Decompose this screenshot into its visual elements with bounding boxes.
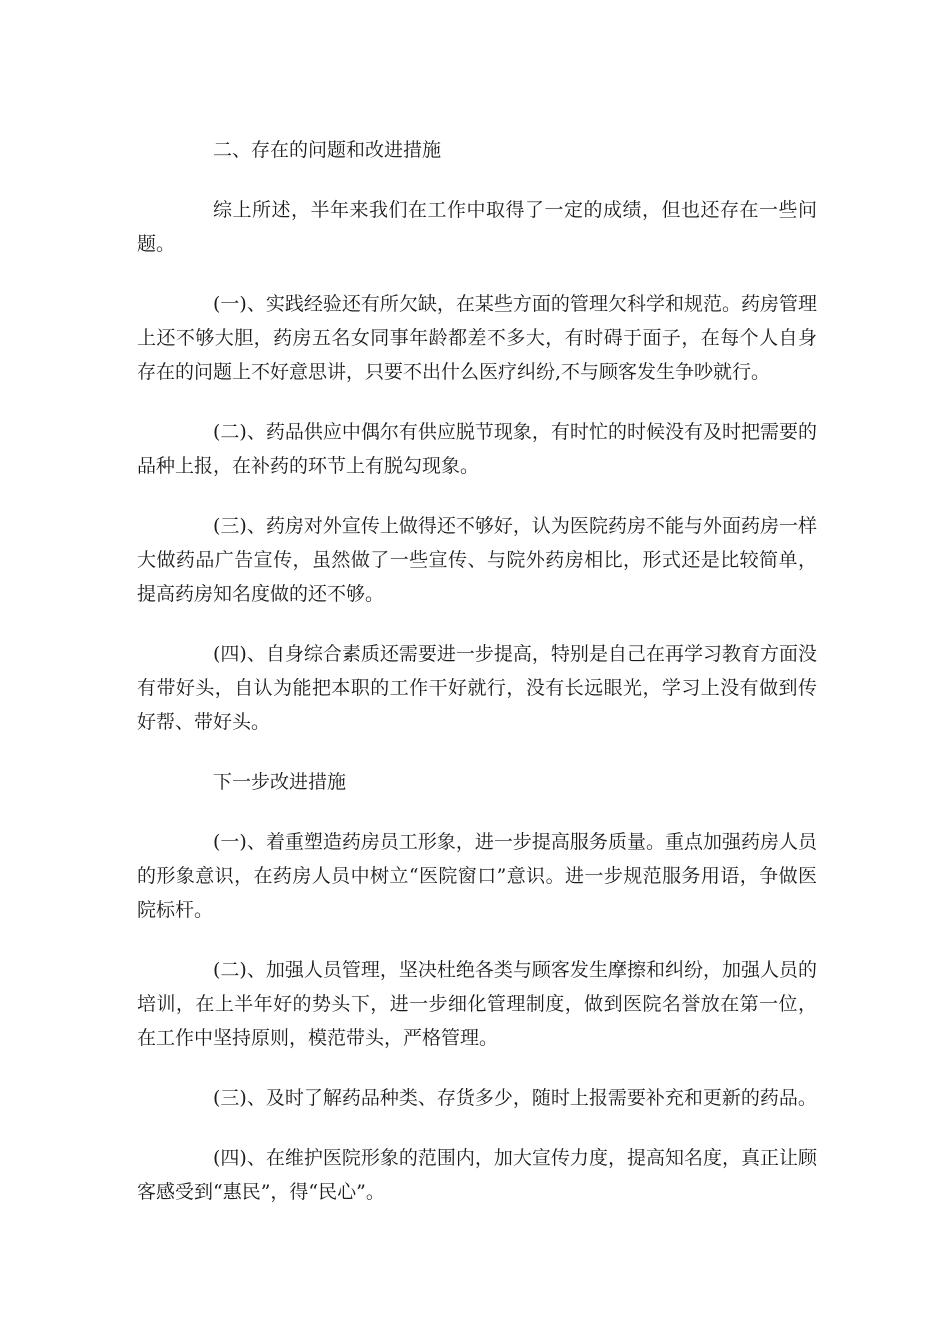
measure-paragraph-1: (一)、着重塑造药房员工形象，进一步提高服务质量。重点加强药房人员的形象意识，在药房人员中树立“医院窗口”意识。进一步规范服务用语，争做医院标杆。 <box>137 831 817 921</box>
measure-paragraph-4: (四)、在维护医院形象的范围内，加大宣传力度，提高知名度，真正让顾客感受到“惠民”，得“民心”。 <box>137 1147 817 1203</box>
next-steps-heading: 下一步改进措施 <box>213 771 347 793</box>
section-heading: 二、存在的问题和改进措施 <box>213 139 442 161</box>
document-body <box>137 133 817 1235</box>
problem-paragraph-4: (四)、自身综合素质还需要进一步提高，特别是自己在再学习教育方面没有带好头，自认为能把本职的工作干好就行，没有长远眼光，学习上没有做到传好帮、带好头。 <box>137 643 817 733</box>
problem-paragraph-2: (二)、药品供应中偶尔有供应脱节现象，有时忙的时候没有及时把需要的品种上报，在补药的环节上有脱勾现象。 <box>137 421 817 477</box>
problem-paragraph-1: (一)、实践经验还有所欠缺，在某些方面的管理欠科学和规范。药房管理上还不够大胆，药房五名女同事年龄都差不多大，有时碍于面子，在每个人自身存在的问题上不好意思讲，只要不出什么医疗纠纷,不与顾客发生争吵就行。 <box>137 293 817 383</box>
problem-paragraph-3: (三)、药房对外宣传上做得还不够好，认为医院药房不能与外面药房一样大做药品广告宣传，虽然做了一些宣传、与院外药房相比，形式还是比较简单，提高药房知名度做的还不够。 <box>137 515 817 605</box>
measure-paragraph-3: (三)、及时了解药品种类、存货多少，随时上报需要补充和更新的药品。 <box>213 1087 817 1109</box>
intro-paragraph: 综上所述，半年来我们在工作中取得了一定的成绩，但也还存在一些问题。 <box>137 199 817 255</box>
measure-paragraph-2: (二)、加强人员管理，坚决杜绝各类与顾客发生摩擦和纠纷，加强人员的培训，在上半年好的势头下，进一步细化管理制度，做到医院名誉放在第一位，在工作中坚持原则，模范带头，严格管理。 <box>137 959 817 1049</box>
